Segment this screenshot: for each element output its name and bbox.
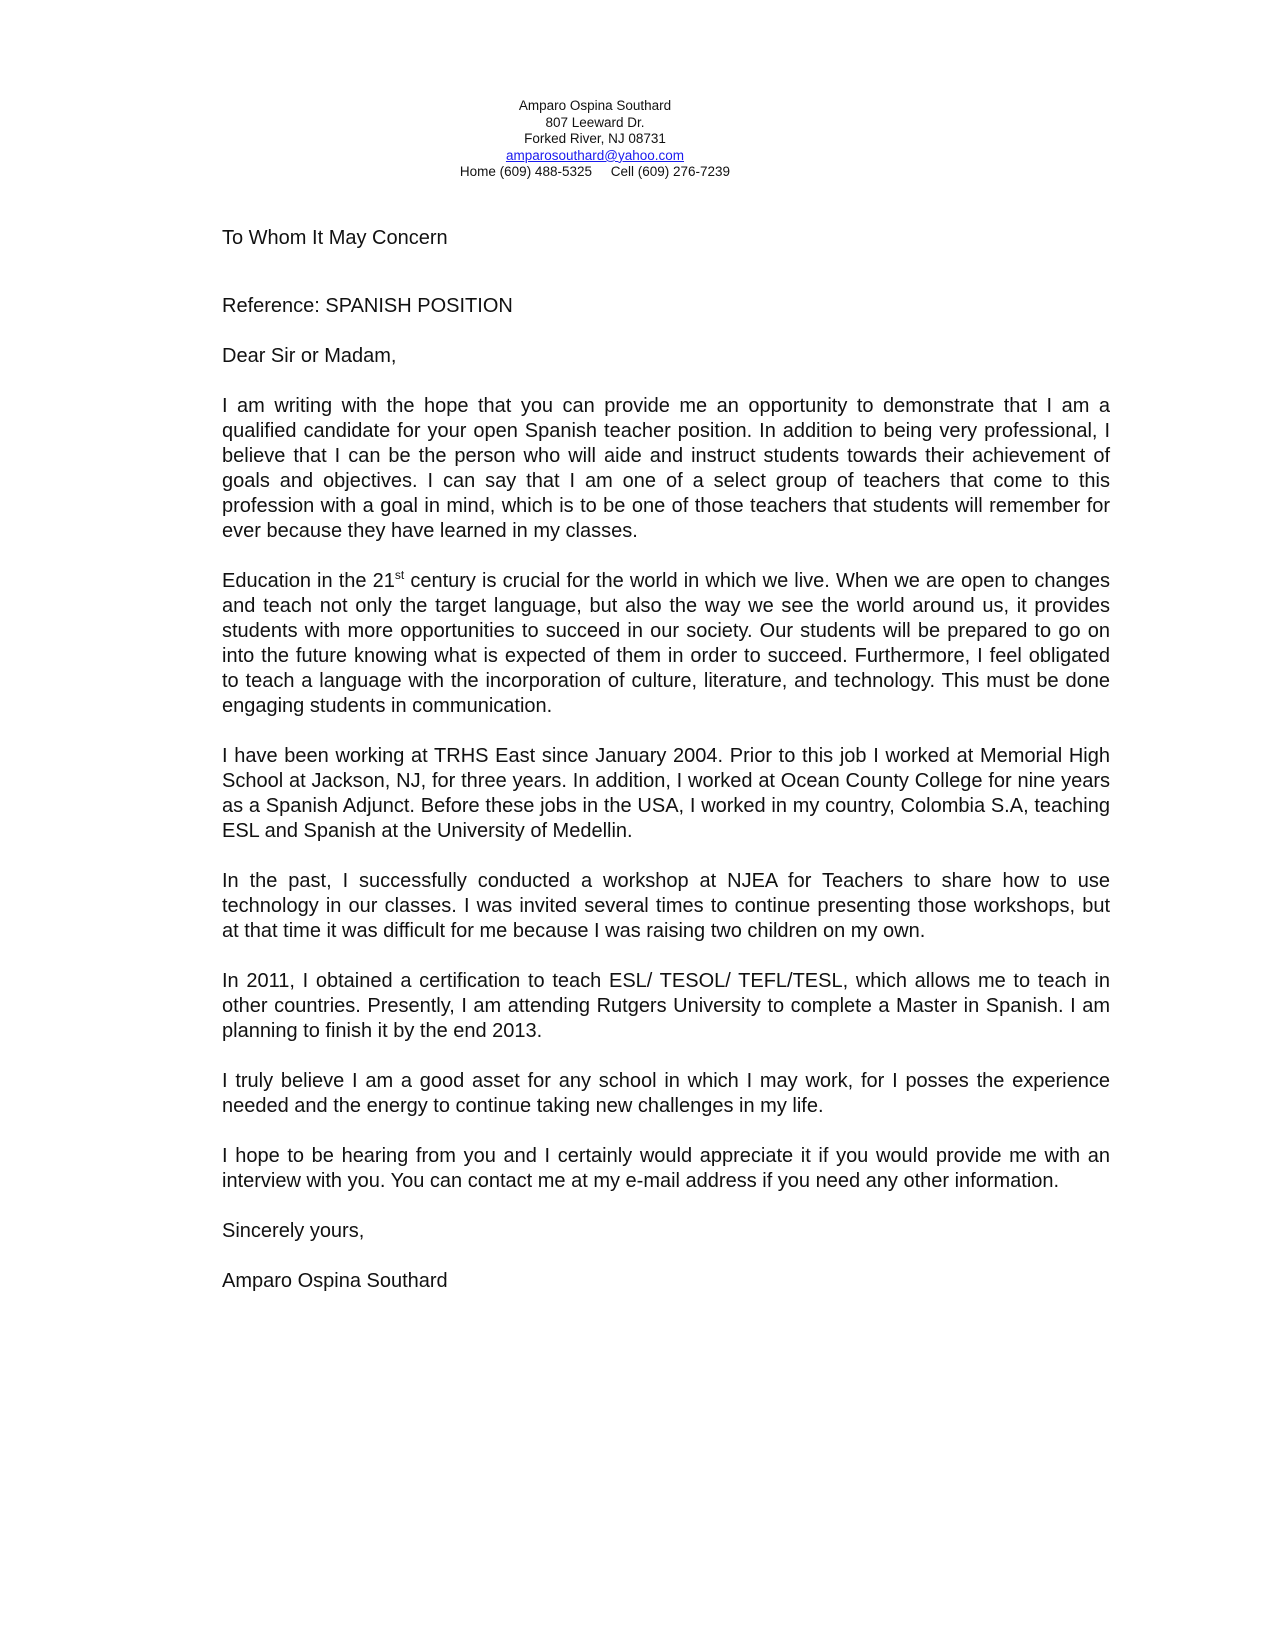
paragraph-certification: In 2011, I obtained a certification to teach ESL/ TESOL/ TEFL/TESL, which allows me to teach in other countries. Presently, I am attending Rutgers University to complete a Master in Spanish. I am planning to finish it by the end 2013. [222, 970, 1110, 1042]
paragraph-education-rest: century is crucial for the world in which we live. When we are open to changes and teach not only the target language, but also the way we see the world around us, it provides students with more opportunities to succeed in our society. Our students will be prepared to go on into the future knowing what is expected of them in order to succeed. Furthermore, I feel obligated to teach a language with the incorporation of culture, literature, and technology. This must be done engaging students in communication. [222, 570, 1110, 717]
recipient-line: To Whom It May Concern [222, 227, 448, 249]
greeting-line: Dear Sir or Madam, [222, 345, 397, 367]
paragraph-asset: I truly believe I am a good asset for any school in which I may work, for I posses the experience needed and the energy to continue taking new challenges in my life. [222, 1070, 1110, 1117]
closing-line: Sincerely yours, [222, 1220, 365, 1242]
paragraph-closing-request: I hope to be hearing from you and I certainly would appreciate it if you would provide me with an interview with you. You can contact me at my e-mail address if you need any other information. [222, 1145, 1110, 1192]
sender-street: 807 Leeward Dr. [545, 114, 645, 130]
sender-name: Amparo Ospina Southard [518, 98, 672, 113]
paragraph-education [222, 569, 1110, 719]
letterhead [0, 98, 1190, 181]
ordinal-suffix: st [394, 568, 405, 582]
paragraph-workshop: In the past, I successfully conducted a workshop at NJEA for Teachers to share how to use technology in our classes. I was invited several times to continue presenting those workshops, but at that time it was difficult for me because I was raising two children on my own. [222, 870, 1110, 942]
sender-city: Forked River, NJ 08731 [524, 131, 666, 147]
paragraph-experience: I have been working at TRHS East since January 2004. Prior to this job I worked at Memorial High School at Jackson, NJ, for three years. In addition, I worked at Ocean County College for nine years as a Spanish Adjunct. Before these jobs in the USA, I worked in my country, Colombia S.A, teaching ESL and Spanish at the University of Medellin. [222, 745, 1110, 842]
reference-line: Reference: SPANISH POSITION [222, 295, 513, 317]
paragraph-education-start: Education in the 21 [222, 570, 395, 592]
letter-body [222, 226, 1110, 1294]
sender-email-link[interactable]: amparosouthard@yahoo.com [505, 147, 685, 163]
paragraph-intro: I am writing with the hope that you can provide me an opportunity to demonstrate that I am a qualified candidate for your open Spanish teacher position. In addition to being very professional, I believe that I can be the person who will aide and instruct students towards their achievement of goals and objectives. I can say that I am one of a select group of teachers that come to this profession with a goal in mind, which is to be one of those teachers that students will remember for ever because they have learned in my classes. [222, 395, 1110, 542]
signature-name: Amparo Ospina Southard [222, 1270, 448, 1292]
sender-phones: Home (609) 488-5325 Cell (609) 276-7239 [459, 164, 731, 180]
